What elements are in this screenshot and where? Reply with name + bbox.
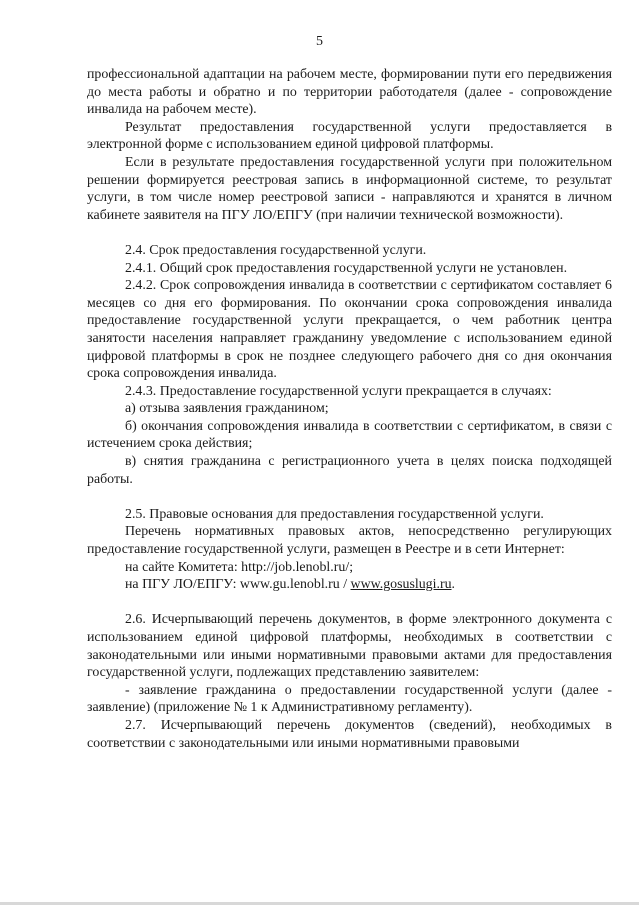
paragraph-registry-record: Если в результате предоставления государственной услуги при положительном решении формируется реестровая запись в информационной системе, то результат услуги, в том числе номер реестровой записи - направляются и хранятся в личном кабинете заявителя на ПГУ ЛО/ЕПГУ (при наличии технической возможности). — [87, 154, 612, 223]
paragraph-2-6: 2.6. Исчерпывающий перечень документов, в форме электронного документа с использованием единой цифровой платформы, необходимых в соответствии с законодательными или иными нормативными правовыми актами для предоставления государственной услуги, подлежащих представлению заявителем: — [87, 612, 612, 681]
paragraph-portal-sites — [87, 576, 612, 594]
paragraph-2-4-3: 2.4.3. Предоставление государственной услуги прекращается в случаях: — [125, 383, 552, 399]
page-number: 5 — [316, 34, 323, 49]
document-body — [87, 66, 612, 752]
paragraph-application: - заявление гражданина о предоставлении государственной услуги (далее - заявление) (приложение № 1 к Административному регламенту). — [87, 682, 612, 716]
gosuslugi-link[interactable]: www.gosuslugi.ru — [350, 577, 452, 593]
paragraph-result-form: Результат предоставления государственной услуги предоставляется в электронной форме с использованием единой цифровой платформы. — [87, 119, 612, 153]
paragraph-2-7: 2.7. Исчерпывающий перечень документов (сведений), необходимых в соответствии с законодательными или иными нормативными правовыми — [87, 717, 612, 751]
list-item-a: а) отзыва заявления гражданином; — [125, 401, 329, 417]
section-heading-2-4: 2.4. Срок предоставления государственной услуги. — [125, 242, 427, 258]
paragraph-continuation: профессиональной адаптации на рабочем месте, формировании пути его передвижения до места работы и обратно и по территории работодателя (далее - сопровождение инвалида на рабочем месте). — [87, 67, 612, 118]
paragraph-2-4-1: 2.4.1. Общий срок предоставления государственной услуги не установлен. — [125, 260, 568, 276]
portal-sites-suffix: . — [451, 577, 455, 593]
paragraph-2-4-2: 2.4.2. Срок сопровождения инвалида в соответствии с сертификатом составляет 6 месяцев со дня его формирования. По окончании срока сопровождения инвалида предоставление государственной услуги прекращается, о чем работник центра занятости населения направляет гражданину уведомление с использованием единой цифровой платформы в срок не позднее следующего рабочего дня со дня окончания срока сопровождения инвалида. — [87, 278, 612, 382]
list-item-b: б) окончания сопровождения инвалида в соответствии с сертификатом, в связи с истечением срока действия; — [87, 418, 612, 452]
paragraph-committee-site: на сайте Комитета: http://job.lenobl.ru/; — [125, 559, 354, 575]
paragraph-legal-acts: Перечень нормативных правовых актов, непосредственно регулирующих предоставление государственной услуги, размещен в Реестре и в сети Интернет: — [87, 524, 612, 558]
section-heading-2-5: 2.5. Правовые основания для предоставления государственной услуги. — [125, 506, 544, 522]
list-item-c: в) снятия гражданина с регистрационного учета в целях поиска подходящей работы. — [87, 454, 612, 487]
portal-sites-text: на ПГУ ЛО/ЕПГУ: www.gu.lenobl.ru / — [125, 577, 351, 593]
